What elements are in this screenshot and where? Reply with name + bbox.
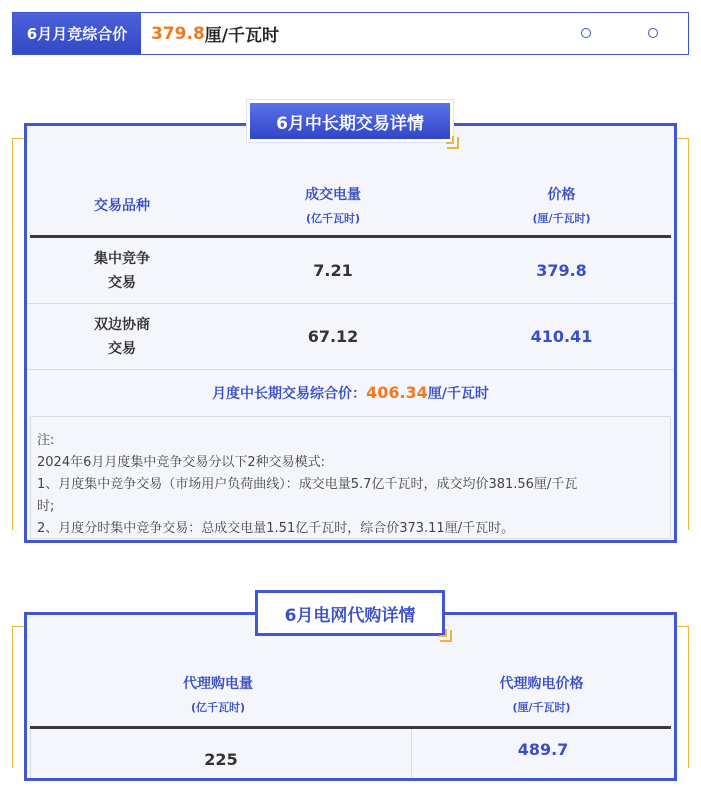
notes-box	[30, 416, 671, 539]
agent-volume-cell: 225	[30, 729, 412, 778]
table-header	[27, 172, 674, 238]
notes-item-1-cont: 时;	[37, 499, 55, 514]
section-title: 6月中长期交易详情	[247, 100, 453, 142]
summary-unit: 厘/千瓦时	[427, 385, 489, 402]
header-agent-price: 代理购电价格 (厘/千瓦时)	[499, 676, 584, 714]
header-trade-type: 交易品种	[94, 198, 150, 214]
table-row	[27, 238, 674, 304]
gold-frame-left	[12, 138, 24, 530]
header-volume: 成交电量 (亿千瓦时)	[305, 187, 361, 225]
table-row	[27, 729, 674, 778]
table-header	[27, 661, 674, 727]
circle-dot-icon	[581, 28, 591, 38]
price-cell: 410.41	[530, 327, 593, 346]
header-price: 价格 (厘/千瓦时)	[532, 187, 591, 225]
circle-dot-icon	[648, 28, 658, 38]
trade-type-cell: 双边协商 交易	[94, 316, 150, 357]
monthly-price-unit: 厘/千瓦时	[204, 26, 279, 46]
header-agent-volume: 代理购电量 (亿千瓦时)	[183, 676, 253, 714]
notes-heading: 注:	[37, 433, 55, 448]
summary-label: 月度中长期交易综合价：	[212, 385, 367, 402]
trade-type-cell: 集中竞争 交易	[94, 250, 150, 291]
composite-price-summary	[27, 370, 674, 415]
price-cell: 379.8	[536, 261, 587, 280]
table-row	[27, 304, 674, 370]
gold-frame-right	[677, 626, 689, 768]
grid-purchase-section	[24, 612, 677, 781]
volume-cell: 7.21	[313, 261, 353, 280]
gold-frame-right	[677, 138, 689, 530]
notes-intro: 2024年6月月度集中竞争交易分以下2种交易模式:	[37, 455, 326, 470]
notes-item-1: 1、月度集中竞争交易（市场用户负荷曲线）：成交电量5.7亿千瓦时，成交均价381.56厘/千瓦	[37, 477, 578, 492]
agent-price-cell: 489.7	[517, 740, 569, 759]
corner-ornament-icon	[440, 630, 452, 642]
mid-long-term-section	[24, 123, 677, 543]
monthly-price-bar	[12, 12, 689, 55]
gold-frame-left	[12, 626, 24, 768]
volume-cell: 67.12	[307, 327, 359, 346]
monthly-price-number: 379.8	[151, 23, 205, 44]
summary-value: 406.34	[366, 383, 428, 402]
corner-ornament-icon	[447, 137, 459, 149]
monthly-price-label: 6月月竞综合价	[13, 13, 141, 54]
section-title: 6月电网代购详情	[255, 590, 445, 636]
monthly-price-value	[141, 13, 279, 54]
notes-item-2: 2、月度分时集中竞争交易：总成交电量1.51亿千瓦时，综合价373.11厘/千瓦时。	[37, 521, 515, 536]
